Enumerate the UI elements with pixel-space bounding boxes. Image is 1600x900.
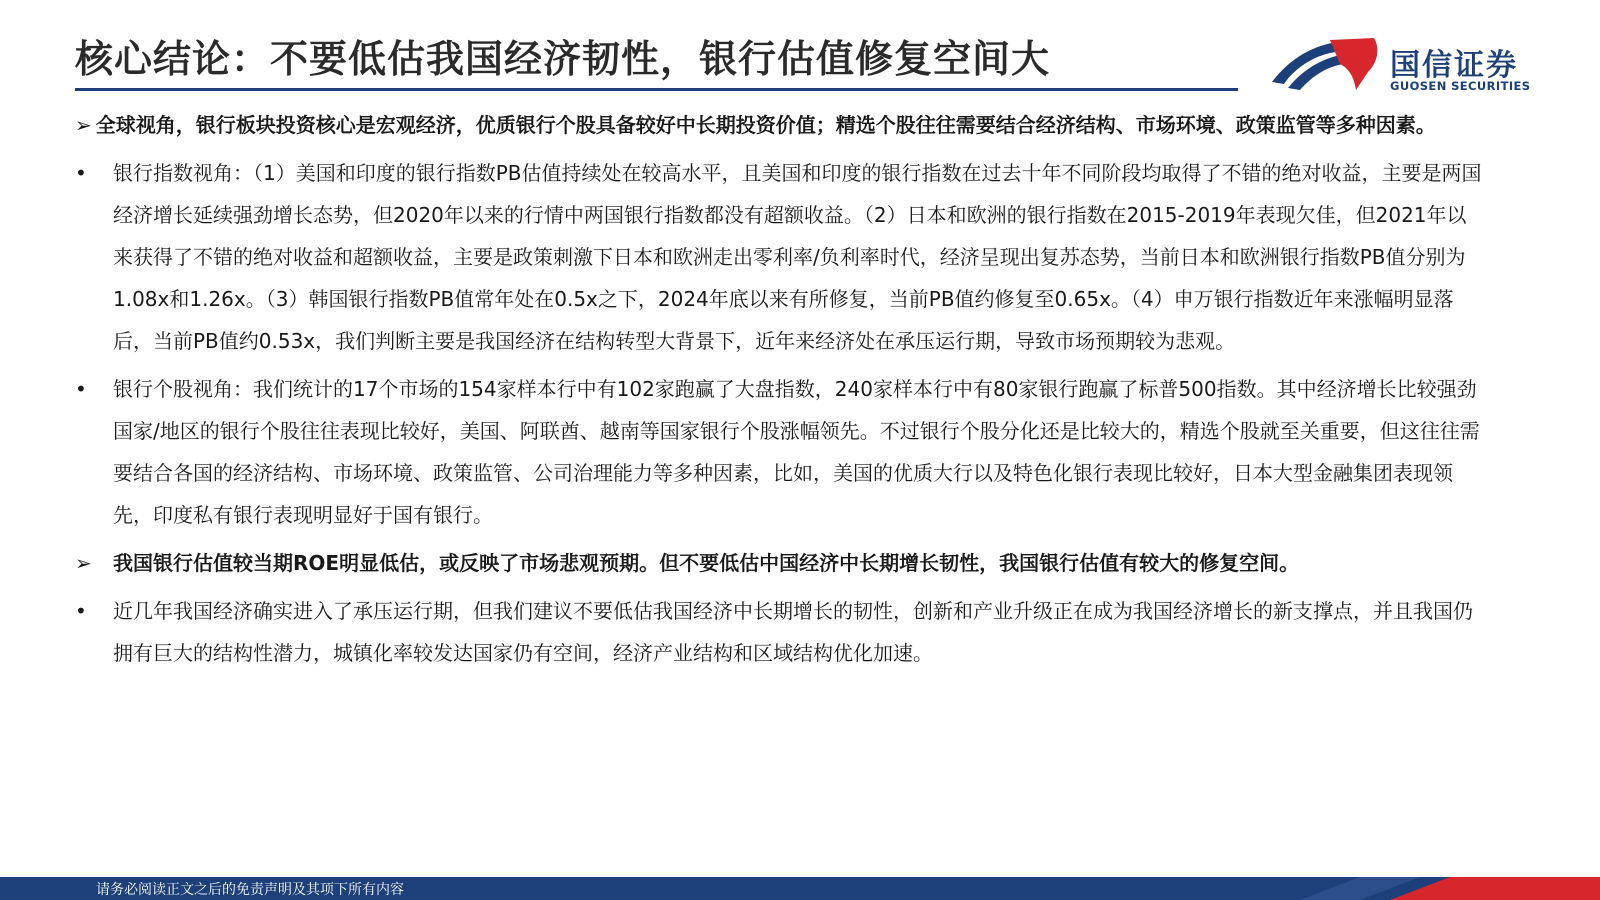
bullet-text-economy-resilience: 近几年我国经济确实进入了承压运行期，但我们建议不要低估我国经济中长期增长的韧性，创新和产业升级正在成为我国经济增长的新支撑点，并且我国仍拥有巨大的结构性潜力，城镇化率较发达国家仍有空间，经济产业结构和区域结构优化加速。 — [113, 599, 1473, 665]
guosen-logo — [1270, 36, 1531, 96]
key-point-2-text: 我国银行估值较当期ROE明显低估，或反映了市场悲观预期。但不要低估中国经济中长期增长韧性，我国银行估值有较大的修复空间。 — [113, 551, 1300, 575]
logo-chinese-name: 国信证券 — [1390, 48, 1518, 83]
bullet-text-bank-stocks: 银行个股视角：我们统计的17个市场的154家样本行中有102家跑赢了大盘指数，240家样本行中有80家银行跑赢了标普500指数。其中经济增长比较强劲国家/地区的银行个股往往表现比较好，美国、阿联酋、越南等国家银行个股涨幅领先。不过银行个股分化还是比较大的，精选个股就至关重要，但这往往需要结合各国的经济结构、市场环境、政策监管、公司治理能力等多种因素，比如，美国的优质大行以及特色化银行表现比较好，日本大型金融集团表现领先，印度私有银行表现明显好于国有银行。 — [113, 377, 1480, 527]
bullet-item — [75, 590, 1485, 674]
footer-stripe-decoration — [1240, 877, 1600, 900]
logo-english-name: GUOSEN SECURITIES — [1390, 79, 1531, 93]
guosen-logo-icon — [1270, 38, 1382, 94]
bullet-item — [75, 368, 1485, 536]
bullet-dot-icon: • — [75, 161, 87, 185]
bullet-text-bank-index: 银行指数视角：（1）美国和印度的银行指数PB估值持续处在较高水平，且美国和印度的银行指数在过去十年不同阶段均取得了不错的绝对收益，主要是两国经济增长延续强劲增长态势，但2020年以来的行情中两国银行指数都没有超额收益。（2）日本和欧洲的银行指数在2015-2019年表现欠佳，但2021年以来获得了不错的绝对收益和超额收益，主要是政策刺激下日本和欧洲走出零利率/负利率时代，经济呈现出复苏态势，当前日本和欧洲银行指数PB值分别为1.08x和1.26x。（3）韩国银行指数PB值常年处在0.5x之下，2024年底以来有所修复，当前PB值约修复至0.65x。（4）申万银行指数近年来涨幅明显落后，当前PB值约0.53x，我们判断主要是我国经济在结构转型大背景下，近年来经济处在承压运行期，导致市场预期较为悲观。 — [113, 161, 1482, 353]
key-point-1-text: 全球视角，银行板块投资核心是宏观经济，优质银行个股具备较好中长期投资价值；精选个股往往需要结合经济结构、市场环境、政策监管等多种因素。 — [95, 113, 1436, 137]
bullet-dot-icon: • — [75, 377, 87, 401]
arrow-bullet-icon: ➢ — [75, 113, 92, 137]
footer-disclaimer: 请务必阅读正文之后的免责声明及其项下所有内容 — [96, 882, 404, 898]
bullet-dot-icon: • — [75, 599, 87, 623]
key-point-2 — [75, 542, 1485, 584]
footer-bar — [0, 877, 1600, 900]
arrow-bullet-icon: ➢ — [75, 551, 92, 575]
page-title: 核心结论：不要低估我国经济韧性，银行估值修复空间大 — [75, 37, 1051, 81]
key-point-1 — [75, 104, 1485, 146]
bullet-item — [75, 152, 1485, 362]
title-underline — [75, 88, 1238, 91]
content-body — [75, 104, 1485, 680]
